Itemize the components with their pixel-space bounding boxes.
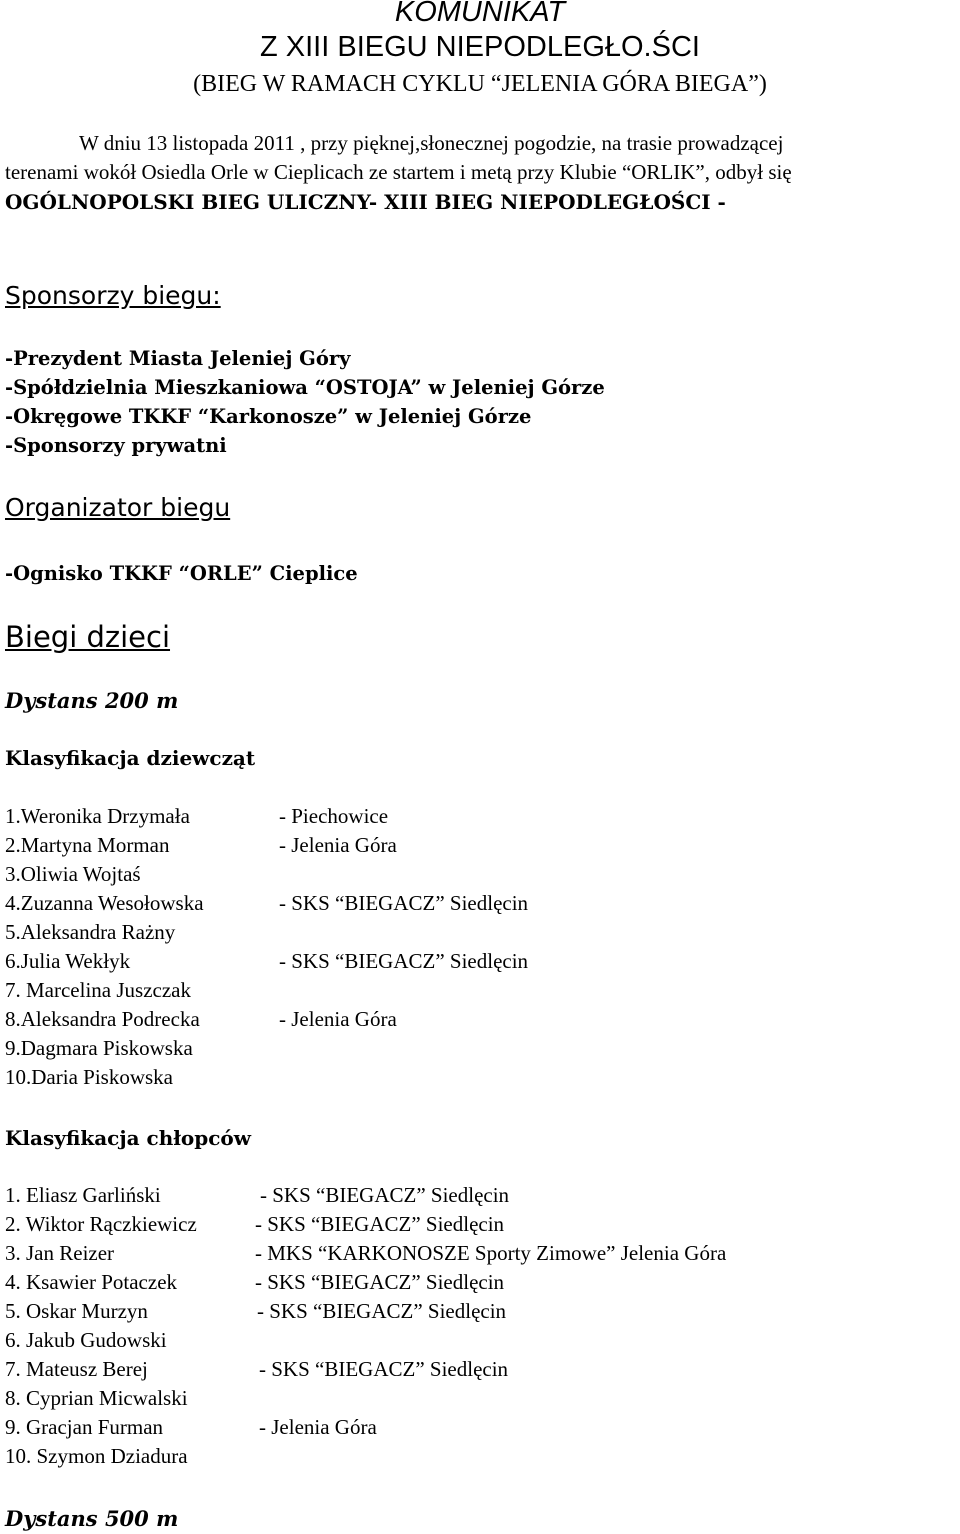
runner-club: - Jelenia Góra (259, 1415, 377, 1439)
list-item (5, 1415, 945, 1444)
runner-name: 6.Julia Wekłyk (5, 949, 131, 973)
sponsor-item: -Spółdzielnia Mieszkaniowa “OSTOJA” w Jeleniej Górze (5, 376, 605, 399)
boys-classification-heading: Klasyfikacja chłopców (5, 1126, 251, 1150)
runner-name: 2.Martyna Morman (5, 833, 170, 857)
intro-line-3: OGÓLNOPOLSKI BIEG ULICZNY- XIII BIEG NIEPODLEGŁOŚCI - (5, 190, 726, 214)
runner-club: - SKS “BIEGACZ” Siedlęcin (255, 1212, 505, 1236)
document-subtitle: Z XIII BIEGU NIEPODLEGŁO.ŚCI (260, 31, 700, 63)
list-item (5, 1036, 945, 1065)
runner-club: - SKS “BIEGACZ” Siedlęcin (260, 1183, 510, 1207)
runner-name: 10. Szymon Dziadura (5, 1444, 188, 1468)
document-title: KOMUNIKAT (394, 0, 566, 28)
runner-name: 8.Aleksandra Podrecka (5, 1007, 200, 1031)
runner-name: 3. Jan Reizer (5, 1241, 115, 1265)
list-item (5, 1007, 945, 1036)
runner-name: 7. Mateusz Berej (5, 1357, 148, 1381)
runner-name: 4. Ksawier Potaczek (5, 1270, 178, 1294)
intro-line-1: W dniu 13 listopada 2011 , przy pięknej,słonecznej pogodzie, na trasie prowadzącej (79, 131, 784, 155)
runner-club: - Jelenia Góra (279, 833, 397, 857)
sponsor-item: -Prezydent Miasta Jeleniej Góry (5, 347, 351, 370)
runner-name: 1. Eliasz Garliński (5, 1183, 161, 1207)
runner-club: - SKS “BIEGACZ” Siedlęcin (279, 891, 529, 915)
runner-name: 9.Dagmara Piskowska (5, 1036, 193, 1060)
intro-line-2: terenami wokół Osiedla Orle w Cieplicach ze startem i metą przy Klubie “ORLIK”, odbył się (5, 160, 792, 184)
runner-name: 8. Cyprian Micwalski (5, 1386, 188, 1410)
list-item (5, 1270, 945, 1299)
kids-races-heading: Biegi dzieci (5, 620, 171, 654)
sponsor-item: -Okręgowe TKKF “Karkonosze” w Jeleniej Górze (5, 405, 532, 428)
runner-name: 4.Zuzanna Wesołowska (5, 891, 204, 915)
list-item (5, 1386, 945, 1415)
runner-club: - SKS “BIEGACZ” Siedlęcin (279, 949, 529, 973)
sponsors-heading: Sponsorzy biegu: (5, 281, 221, 310)
organizer-heading: Organizator biegu (5, 493, 231, 522)
runner-club: - MKS “KARKONOSZE Sporty Zimowe” Jelenia Góra (255, 1241, 727, 1265)
list-item (5, 862, 945, 891)
runner-club: - SKS “BIEGACZ” Siedlęcin (255, 1270, 505, 1294)
organizer-item: -Ognisko TKKF “ORLE” Cieplice (5, 562, 358, 585)
list-item (5, 1299, 945, 1328)
runner-name: 5. Oskar Murzyn (5, 1299, 148, 1323)
sponsor-item: -Sponsorzy prywatni (5, 434, 227, 457)
runner-club: - Jelenia Góra (279, 1007, 397, 1031)
runner-name: 7. Marcelina Juszczak (5, 978, 191, 1002)
list-item (5, 949, 945, 978)
list-item (5, 833, 945, 862)
list-item (5, 978, 945, 1007)
girls-classification-heading: Klasyfikacja dziewcząt (5, 746, 256, 770)
series-subtitle: (BIEG W RAMACH CYKLU “JELENIA GÓRA BIEGA”) (193, 71, 767, 97)
runner-name: 6. Jakub Gudowski (5, 1328, 167, 1352)
list-item (5, 920, 945, 949)
distance-label: Dystans 500 m (5, 1506, 179, 1531)
list-item (5, 1444, 945, 1473)
runner-name: 2. Wiktor Rączkiewicz (5, 1212, 197, 1236)
runner-club: - SKS “BIEGACZ” Siedlęcin (257, 1299, 507, 1323)
runner-name: 1.Weronika Drzymała (5, 804, 190, 828)
list-item (5, 804, 945, 833)
runner-name: 10.Daria Piskowska (5, 1065, 173, 1089)
list-item (5, 1212, 945, 1241)
runner-name: 3.Oliwia Wojtaś (5, 862, 141, 886)
runner-club: - Piechowice (279, 804, 389, 828)
list-item (5, 1328, 945, 1357)
list-item (5, 1357, 945, 1386)
list-item (5, 1065, 945, 1094)
runner-name: 9. Gracjan Furman (5, 1415, 164, 1439)
list-item (5, 1183, 945, 1212)
distance-label: Dystans 200 m (5, 688, 179, 713)
list-item (5, 891, 945, 920)
runner-club: - SKS “BIEGACZ” Siedlęcin (259, 1357, 509, 1381)
runner-name: 5.Aleksandra Rażny (5, 920, 176, 944)
list-item (5, 1241, 945, 1270)
